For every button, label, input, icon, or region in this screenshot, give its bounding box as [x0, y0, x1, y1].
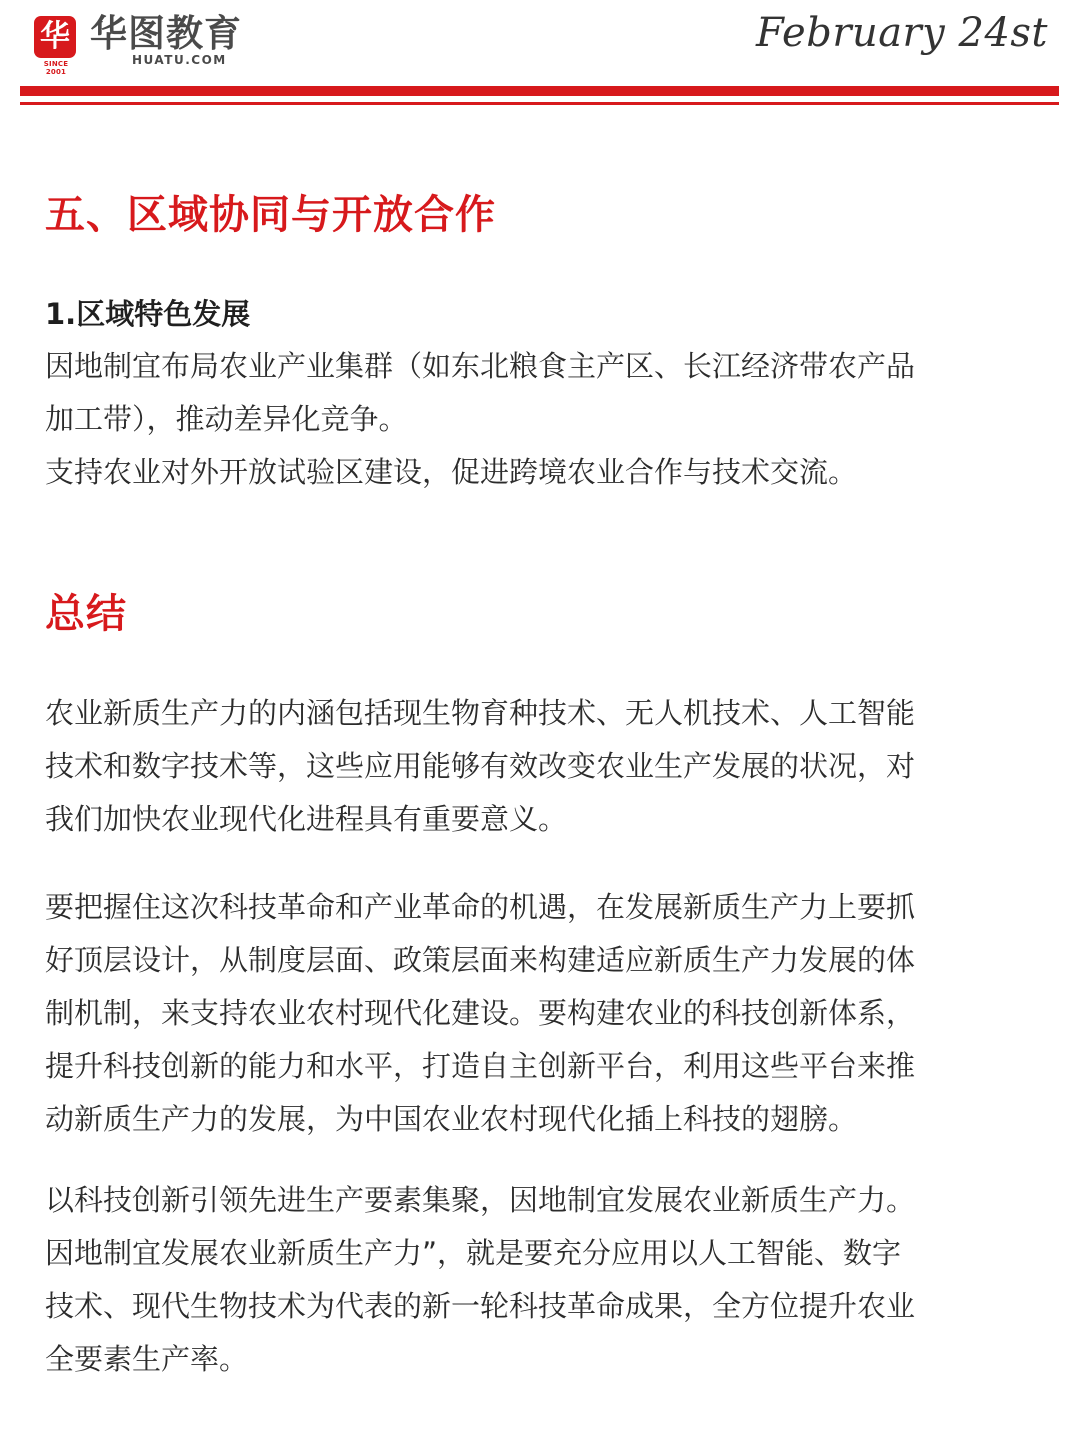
- header-divider-thick: [20, 86, 1059, 96]
- article-body: [45, 180, 1040, 1386]
- section-heading-summary: 总结: [45, 591, 127, 637]
- text-line: 因地制宜布局农业产业集群（如东北粮食主产区、长江经济带农产品: [45, 349, 916, 383]
- summary-paragraph-2: [45, 881, 1040, 1146]
- text-line: 提升科技创新的能力和水平，打造自主创新平台，利用这些平台来推: [45, 1049, 916, 1083]
- subheading-regional-features: 1.区域特色发展: [45, 297, 251, 331]
- text-line: 全要素生产率。: [45, 1342, 249, 1376]
- paragraph-regional: [45, 340, 1040, 499]
- logo-since-text: SINCE 2001: [43, 60, 69, 76]
- text-line: 动新质生产力的发展，为中国农业农村现代化插上科技的翅膀。: [45, 1102, 858, 1136]
- huatu-logo-icon: 华: [34, 16, 76, 58]
- page-header: [0, 0, 1080, 110]
- text-line: 加工带），推动差异化竞争。: [45, 402, 408, 436]
- text-line: 我们加快农业现代化进程具有重要意义。: [45, 802, 568, 836]
- text-line: 支持农业对外开放试验区建设，促进跨境农业合作与技术交流。: [45, 455, 858, 489]
- summary-paragraph-1: [45, 687, 1040, 846]
- text-line: 以科技创新引领先进生产要素集聚，因地制宜发展农业新质生产力。: [45, 1183, 916, 1217]
- text-line: 因地制宜发展农业新质生产力”，就是要充分应用以人工智能、数字: [45, 1236, 902, 1270]
- text-line: 技术、现代生物技术为代表的新一轮科技革命成果，全方位提升农业: [45, 1289, 916, 1323]
- text-line: 好顶层设计，从制度层面、政策层面来构建适应新质生产力发展的体: [45, 943, 916, 977]
- header-divider-thin: [20, 102, 1059, 105]
- text-line: 农业新质生产力的内涵包括现生物育种技术、无人机技术、人工智能: [45, 696, 916, 730]
- logo-domain: HUATU.COM: [132, 53, 227, 67]
- summary-paragraph-3: [45, 1174, 1040, 1386]
- text-line: 技术和数字技术等，这些应用能够有效改变农业生产发展的状况，对: [45, 749, 916, 783]
- logo-brand-name: 华图教育: [90, 12, 242, 55]
- section-heading-regional: 五、区域协同与开放合作: [45, 192, 496, 238]
- text-line: 制机制，来支持农业农村现代化建设。要构建农业的科技创新体系，: [45, 996, 916, 1030]
- header-date: February 24st: [755, 10, 1048, 56]
- text-line: 要把握住这次科技革命和产业革命的机遇，在发展新质生产力上要抓: [45, 890, 916, 924]
